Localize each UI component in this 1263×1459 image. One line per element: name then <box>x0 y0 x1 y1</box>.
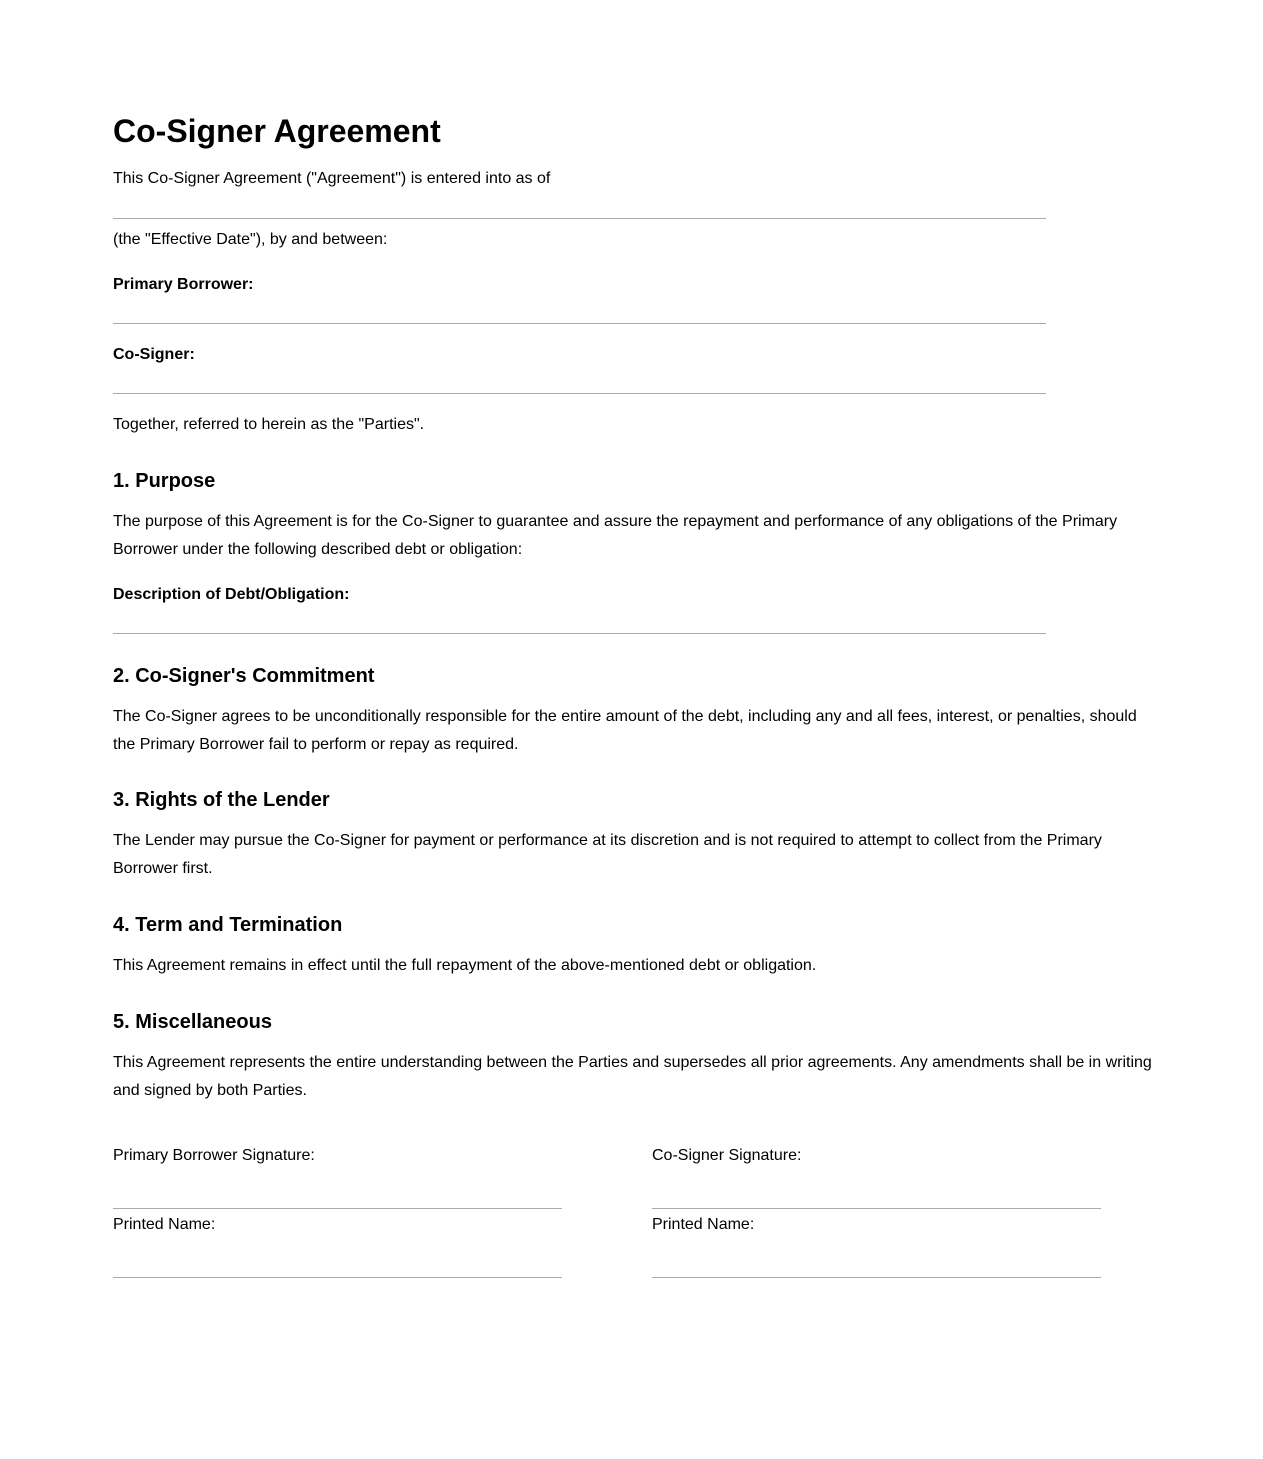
section-body-commitment: The Co-Signer agrees to be unconditionally responsible for the entire amount of the debt, including any and all fees, interest, or penalties, should the Primary Borrower fail to perform or repay as required. <box>113 708 1137 753</box>
section-heading-commitment: 2. Co-Signer's Commitment <box>113 665 375 687</box>
section-heading-purpose: 1. Purpose <box>113 470 216 492</box>
section-body-purpose: The purpose of this Agreement is for the Co-Signer to guarantee and assure the repayment and performance of any obligations of the Primary Borrower under the following described debt or obligation: <box>113 513 1118 558</box>
primary-borrower-label: Primary Borrower: <box>113 276 254 293</box>
primary-borrower-printed-name-label: Printed Name: <box>113 1216 216 1233</box>
section-heading-lender-rights: 3. Rights of the Lender <box>113 789 330 811</box>
section-body-term: This Agreement remains in effect until the full repayment of the above-mentioned debt or obligation. <box>113 957 817 974</box>
co-signer-signature-label: Co-Signer Signature: <box>652 1147 802 1164</box>
primary-borrower-signature-field[interactable] <box>113 1208 562 1209</box>
section-heading-term: 4. Term and Termination <box>113 914 343 936</box>
effective-date-field[interactable] <box>113 218 1046 219</box>
debt-description-label: Description of Debt/Obligation: <box>113 586 350 603</box>
section-body-lender-rights: The Lender may pursue the Co-Signer for payment or performance at its discretion and is not required to attempt to collect from the Primary Borrower first. <box>113 832 1102 877</box>
co-signer-label: Co-Signer: <box>113 346 195 363</box>
primary-borrower-printed-name-field[interactable] <box>113 1277 562 1278</box>
primary-borrower-signature-label: Primary Borrower Signature: <box>113 1147 315 1164</box>
co-signer-signature-field[interactable] <box>652 1208 1101 1209</box>
parties-text: Together, referred to herein as the "Parties". <box>113 416 425 433</box>
effective-date-text: (the "Effective Date"), by and between: <box>113 231 388 248</box>
primary-borrower-field[interactable] <box>113 323 1046 324</box>
section-heading-misc: 5. Miscellaneous <box>113 1011 272 1033</box>
section-body-misc: This Agreement represents the entire understanding between the Parties and supersedes all prior agreements. Any amendments shall be in writing and signed by both Parties. <box>113 1054 1152 1099</box>
page-title: Co-Signer Agreement <box>113 113 441 149</box>
co-signer-printed-name-field[interactable] <box>652 1277 1101 1278</box>
debt-description-field[interactable] <box>113 633 1046 634</box>
co-signer-printed-name-label: Printed Name: <box>652 1216 755 1233</box>
co-signer-field[interactable] <box>113 393 1046 394</box>
intro-text: This Co-Signer Agreement ("Agreement") is entered into as of <box>113 170 551 187</box>
